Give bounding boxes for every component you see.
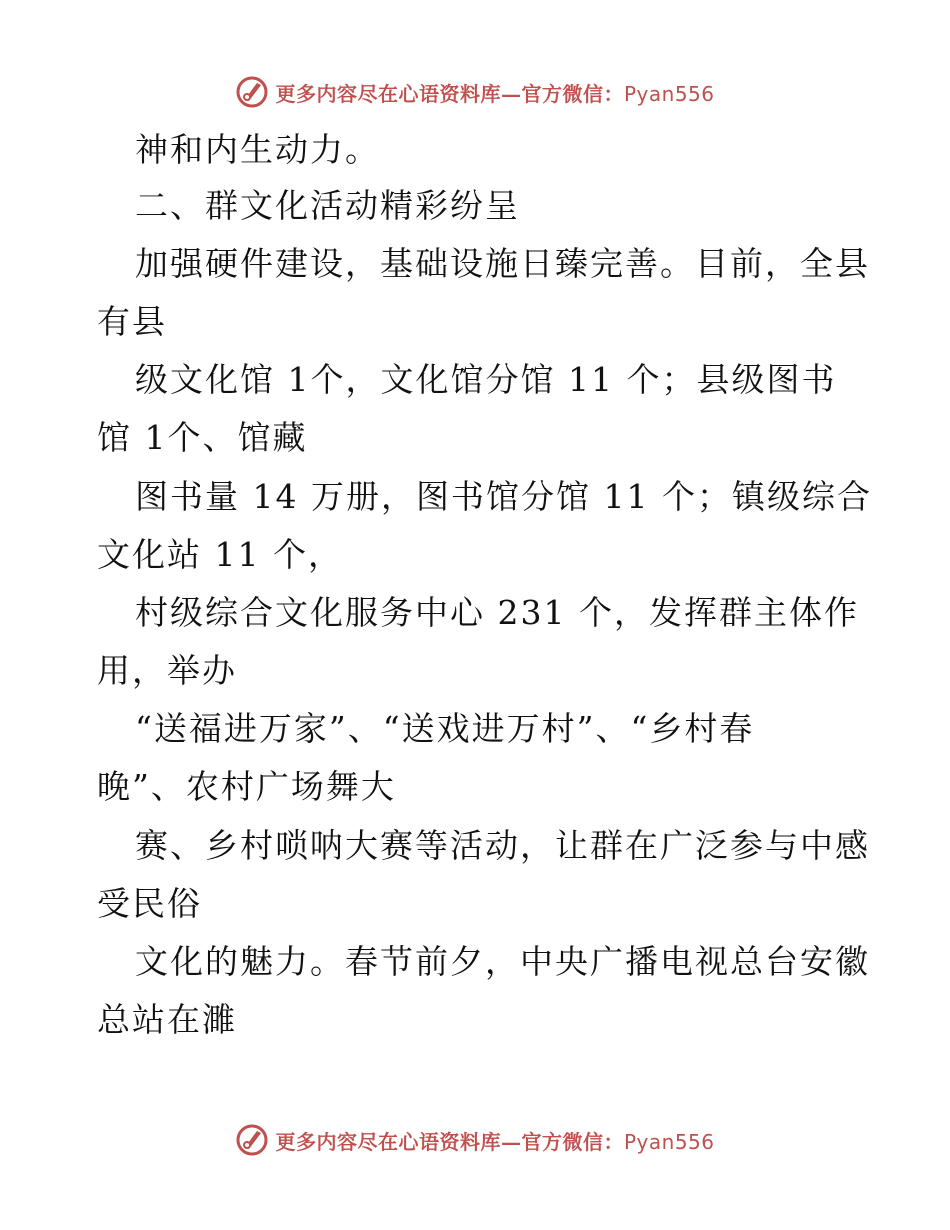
text-line: 赛、乡村唢呐大赛等活动，让群在广泛参与中感 [135,826,870,865]
text-line: 晚”、农村广场舞大 [97,767,396,806]
text-line: 总站在濉 [97,1000,237,1039]
banner-text: 更多内容尽在心语资料库—官方微信：Pyan556 [275,81,715,106]
banner-text: 更多内容尽在心语资料库—官方微信：Pyan556 [275,1129,715,1154]
text-line: 级文化馆 1个，文化馆分馆 11 个；县级图书 [135,360,837,399]
text-line: 图书量 14 万册，图书馆分馆 11 个；镇级综合 [135,477,872,516]
text-line: “送福进万家”、“送戏进万村”、“乡村春 [135,709,755,748]
text-line: 馆 1个、馆藏 [97,418,308,457]
brand-logo-icon [235,1123,269,1157]
text-line: 神和内生动力。 [135,130,380,169]
text-line: 村级综合文化服务中心 231 个，发挥群主体作 [135,593,859,632]
text-line: 文化站 11 个， [97,535,343,574]
section-heading: 二、群文化活动精彩纷呈 [135,186,520,225]
text-line: 文化的魅力。春节前夕，中央广播电视总台安徽 [135,942,870,981]
text-line: 受民俗 [97,884,202,923]
text-line: 加强硬件建设，基础设施日臻完善。目前，全县 [135,244,870,283]
text-line: 有县 [97,302,167,341]
text-line: 用，举办 [97,651,237,690]
footer-banner [0,1120,950,1160]
